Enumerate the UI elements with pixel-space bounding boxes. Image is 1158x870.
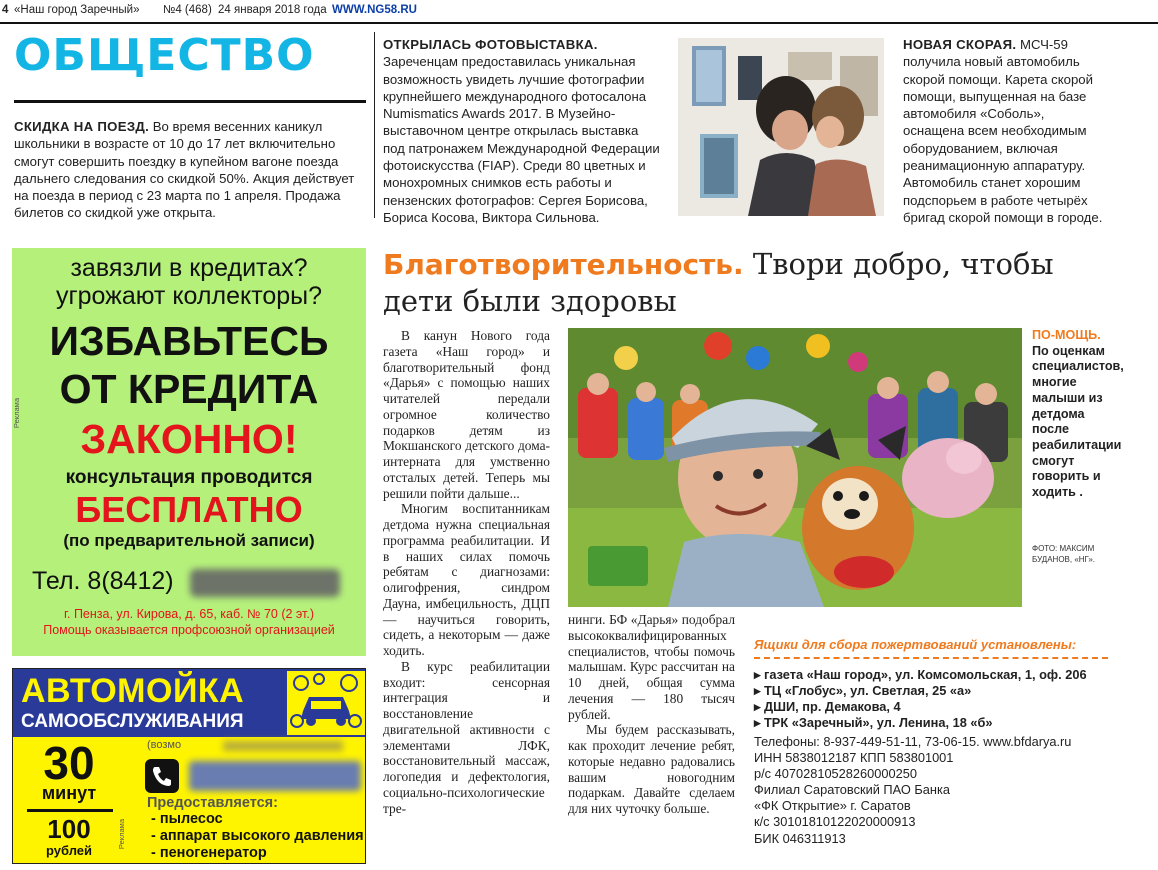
section-title-rule: [14, 100, 366, 103]
phone-icon: [145, 759, 179, 793]
contact-phones: Телефоны: 8-937-449-51-11, 73-06-15. www.bfdarya.ru: [754, 734, 1072, 749]
article-photo: [568, 328, 1022, 607]
car-wash-icon: [287, 671, 365, 735]
ad-credit-help: Помощь оказывается профсоюзной организацией: [43, 623, 335, 637]
article-paragraph: В курс реабилитации входит: сенсорная интеграция и восстановление двигательной активности с элементами ЛФК, восстановительный массаж, логопедия и дефектология, социально-психологические тре-: [383, 658, 550, 816]
brief-train-lead: СКИДКА НА ПОЕЗД.: [14, 119, 150, 134]
bank-corr-account: к/с 30101810122020000913: [754, 814, 916, 830]
ad-carwash: [12, 668, 366, 864]
ad-credit-free: БЕСПЛАТНО: [75, 489, 303, 530]
page-header: [0, 0, 1158, 24]
ad-carwash-title: АВТОМОЙКА: [21, 672, 245, 710]
brief-ambulance-text: МСЧ-59 получила новый автомобиль скорой помощи. Карета скорой помощи, выпущенная на базе автомобиля «Соболь», оснащена всем необходимым оборудованием, включая реанимационную аппаратуру. Автомобиль станет хорошим подспорьем в работе четырёх бригад скорой помощи в городе.: [903, 37, 1103, 225]
brief-exhibition-lead: ОТКРЫЛАСЬ ФОТОВЫСТАВКА.: [383, 37, 598, 52]
children-with-toys-photo: [568, 328, 1022, 607]
ad-credit-phone-redacted: [190, 569, 340, 597]
article-column-2: [568, 612, 735, 817]
section-title: ОБЩЕСТВО: [14, 30, 315, 81]
bank-name: «ФК Открытие» г. Саратов: [754, 798, 911, 814]
donation-box-item: ▸ ТРК «Заречный», ул. Ленина, 18 «б»: [754, 715, 993, 731]
photo-credit: ФОТО: МАКСИМ БУДАНОВ, «НГ».: [1032, 544, 1096, 564]
article-paragraph: Многим воспитанникам детдома нужна специальная программа реабилитации. И в наших силах помочь ребятам с диагнозами: олигофрения, синдром Дауна, имбецильность, ДЦП — научиться говорить, сидеть, а некоторым — даже ходить.: [383, 501, 550, 658]
ad-credit-question-1: завязли в кредитах?: [70, 254, 308, 282]
side-note: [1032, 328, 1124, 501]
page-number: 4: [2, 4, 9, 16]
ad-carwash-service-3: - пеногенератор: [151, 845, 267, 861]
side-note-text: По оценкам специалистов, многие малыши из детдома после реабилитации смогут говорить и ходить .: [1032, 343, 1124, 500]
article-title: Твори добро, чтобы дети были здоровы: [383, 247, 1054, 318]
article-headline: [383, 246, 1113, 320]
bank-inn: ИНН 5838012187 КПП 583801001: [754, 750, 954, 766]
ad-carwash-service-2: - аппарат высокого давления: [151, 828, 364, 844]
side-note-header: ПО-МОЩЬ.: [1032, 328, 1101, 342]
ad-carwash-minutes-number: 30: [43, 737, 95, 789]
brief-train: [14, 118, 366, 222]
ad-credit-question-2: угрожают коллекторы?: [55, 282, 323, 310]
donation-box-item: ▸ газета «Наш город», ул. Комсомольская, 1, оф. 206: [754, 667, 1087, 682]
paper-title: «Наш город Заречный»: [14, 4, 140, 16]
donation-boxes-list: [754, 667, 1114, 731]
bank-details: [754, 734, 1114, 847]
exhibition-photo: [678, 38, 884, 216]
ad-credit-headline-2: ОТ КРЕДИТА: [59, 366, 319, 412]
ad-credit-consult: консультация проводится: [65, 467, 313, 488]
ad-carwash-minutes-label: минут: [41, 783, 97, 803]
issue-date: 24 января 2018 года: [218, 4, 327, 16]
brief-ambulance: [903, 36, 1109, 226]
ad-carwash-provided: Предоставляется:: [147, 795, 278, 811]
ad-carwash-phone-redacted: [189, 761, 361, 791]
ad-credit-phone-row: [12, 559, 366, 605]
exhibition-photo-art: [678, 38, 884, 216]
donation-boxes-title: Ящики для сбора пожертвований установлены:: [754, 637, 1077, 652]
ad-carwash-redacted-1: [223, 741, 343, 751]
ad-carwash-price-number: 100: [47, 814, 91, 844]
brief-train-text: Во время весенних каникул школьники в возрасте от 10 до 17 лет включительно смогут совершить поездку в купейном вагоне поезда дальнего следования со скидкой 50%. Акция действует на поезда в период с 23 марта по 1 апреля. Продажа билетов со скидкой уже открыта.: [14, 119, 355, 221]
article-column-1: [383, 328, 550, 816]
donation-box-item: ▸ ДШИ, пр. Демакова, 4: [754, 699, 901, 715]
ad-credit-phone-label: Тел. 8(8412): [32, 567, 174, 595]
ad-carwash-title-bar: [13, 669, 366, 737]
donation-box-item: ▸ ТЦ «Глобус», ул. Светлая, 25 «а»: [754, 683, 972, 699]
bank-account: р/с 40702810528260000250: [754, 766, 917, 782]
brief-exhibition-text: Зареченцам предоставилась уникальная возможность увидеть лучшие фотографии крупнейшего международного фотосалона Numismatics Awards 2017. В Музейно-выставочном центре открылась выставка под патронажем Международной Федерации фотоискусства (FIAP). Среди 80 цветных и монохромных снимков есть работы и пензенских фотографов: Сергея Борисова, Бориса Косова, Виктора Сильнова.: [383, 54, 660, 225]
ad-credit-ad-mark: Реклама: [12, 398, 21, 429]
bank-branch: Филиал Саратовский ПАО Банка: [754, 782, 950, 798]
ad-credit-address: г. Пенза, ул. Кирова, д. 65, каб. № 70 (2 эт.): [63, 607, 315, 621]
article-paragraph: В канун Нового года газета «Наш город» и благотворительный фонд «Дарья» с помощью наших читателей передали огромное количество подарков детям из Мокшанского детского дома-интерната для умственно отсталых детей. Теперь мы решили пойти дальше...: [383, 328, 550, 501]
ad-credit-headline-1: ИЗБАВЬТЕСЬ: [49, 318, 329, 364]
ad-carwash-service-1: - пылесос: [151, 811, 223, 827]
article-paragraph: нинги. БФ «Дарья» подобрал высококвалифицированных специалистов, чтобы помочь малышам. Курс рассчитан на 10 дней, общая сумма лечения — 180 тысяч рублей.: [568, 612, 735, 722]
article-rubric: Благотворительность.: [383, 248, 744, 281]
ad-credit-headline-3: ЗАКОННО!: [80, 416, 298, 462]
brief-ambulance-lead: НОВАЯ СКОРАЯ.: [903, 37, 1017, 52]
bank-bik: БИК 046311913: [754, 830, 846, 846]
donation-boxes-rule: [754, 657, 1108, 659]
header-rule: [0, 22, 1158, 24]
ad-carwash-subtitle: САМООБСЛУЖИВАНИЯ: [21, 711, 244, 732]
article-paragraph: Мы будем рассказывать, как проходит лечение ребят, которые недавно радовались вашим новогодним подаркам. Давайте сделаем для них чуточку больше.: [568, 722, 735, 816]
ad-credit-prior-note: (по предварительной записи): [63, 531, 315, 550]
ad-carwash-possible: (возмо: [147, 739, 182, 751]
brief-exhibition: [383, 36, 663, 226]
ad-carwash-divider: [27, 809, 113, 812]
site-link[interactable]: WWW.NG58.RU: [332, 4, 417, 16]
ad-carwash-ad-mark: Реклама: [117, 819, 126, 850]
column-divider: [374, 32, 375, 218]
ad-carwash-price-label: рублей: [45, 843, 92, 858]
ad-credit: [12, 248, 366, 656]
issue-number: №4 (468): [163, 4, 212, 16]
